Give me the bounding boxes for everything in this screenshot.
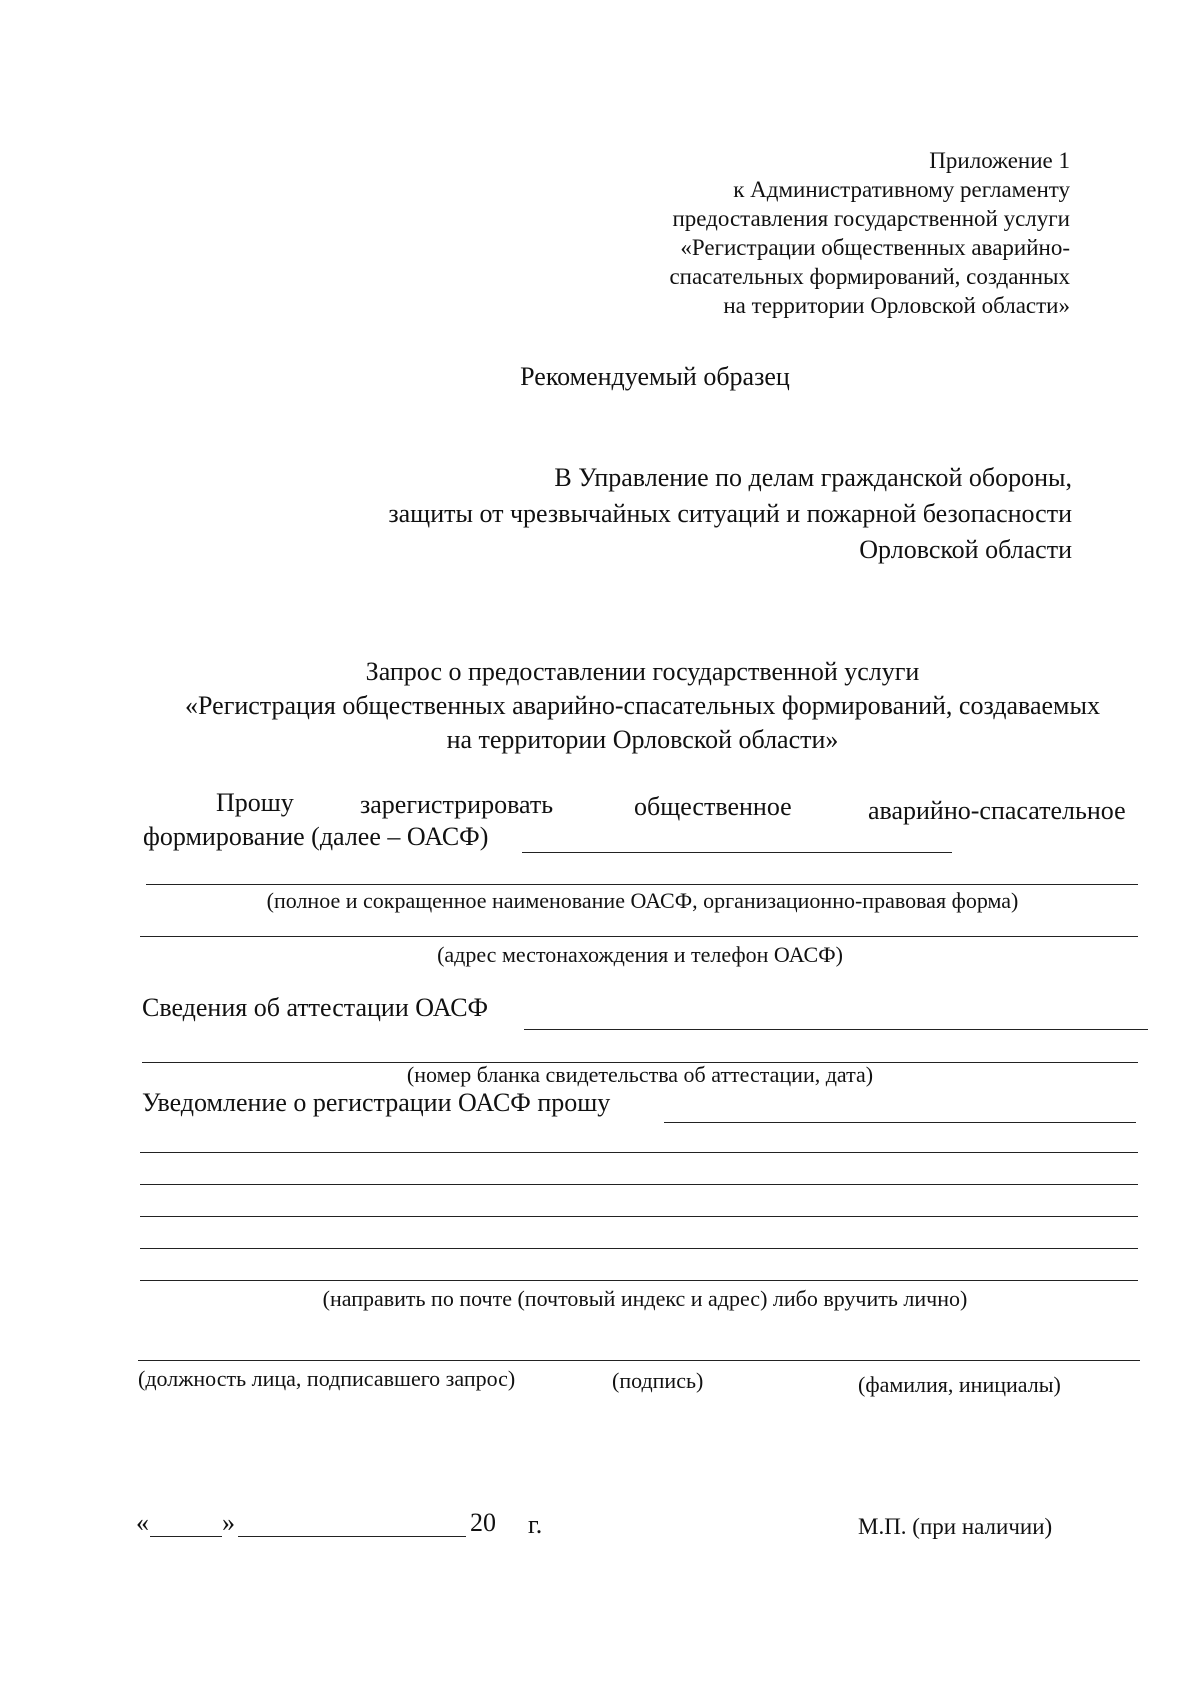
appendix-line: спасательных формирований, созданных [669,264,1070,289]
org-name-field-line-2[interactable] [146,884,1138,885]
notification-field-line-5[interactable] [140,1248,1138,1249]
caption-attestation: (номер бланка свидетельства об аттестации, дата) [406,1062,874,1087]
caption-position: (должность лица, подписавшего запрос) [138,1366,516,1391]
notification-field-line-3[interactable] [140,1184,1138,1185]
addressee-line: Орловской области [859,535,1072,564]
date-close-quote: » [222,1508,235,1537]
notification-field-line-4[interactable] [140,1216,1138,1217]
sample-label: Рекомендуемый образец [520,362,790,391]
request-title-line: Запрос о предоставлении государственной услуги [365,657,920,686]
attestation-field-line[interactable] [524,1029,1148,1030]
date-year-suffix: г. [528,1510,543,1539]
date-day-field[interactable] [150,1536,222,1537]
request-title-line: «Регистрация общественных аварийно-спасательных формирований, создаваемых [185,691,1100,720]
signature-field-line[interactable] [138,1360,1140,1361]
notification-label: Уведомление о регистрации ОАСФ прошу [142,1088,611,1117]
request-title [140,655,1145,757]
notification-field-line-2[interactable] [140,1152,1138,1153]
date-month-field[interactable] [238,1536,466,1537]
appendix-line: «Регистрации общественных аварийно- [680,235,1070,260]
addressee-line: В Управление по делам гражданской обороны, [554,463,1072,492]
caption-address: (адрес местонахождения и телефон ОАСФ) [437,942,843,967]
date-year-prefix: 20 [470,1508,496,1537]
appendix-block [610,146,1070,320]
notification-field-line[interactable] [664,1122,1136,1123]
intro-line-2: формирование (далее – ОАСФ) [143,822,489,851]
appendix-line: к Административному регламенту [733,177,1070,202]
attestation-label: Сведения об аттестации ОАСФ [142,993,489,1022]
addressee-line: защиты от чрезвычайных ситуаций и пожарной безопасности [388,499,1072,528]
intro-word: общественное [634,792,792,821]
caption-name-initials: (фамилия, инициалы) [858,1372,1061,1397]
addressee-block [388,460,1072,568]
intro-word: аварийно-спасательное [868,796,1126,825]
request-title-line: на территории Орловской области» [446,725,839,754]
caption-signature: (подпись) [612,1368,704,1393]
intro-word: зарегистрировать [360,790,554,819]
org-name-field-line[interactable] [522,852,952,853]
appendix-line: Приложение 1 [929,148,1070,173]
caption-delivery: (направить по почте (почтовый индекс и адрес) либо вручить лично) [322,1286,968,1311]
date-open-quote: « [136,1508,149,1537]
stamp-label: М.П. (при наличии) [858,1514,1053,1539]
intro-word: Прошу [216,788,294,817]
appendix-line: предоставления государственной услуги [672,206,1070,231]
notification-field-line-6[interactable] [140,1280,1138,1281]
caption-org-name: (полное и сокращенное наименование ОАСФ, организационно-правовая форма) [266,888,1019,913]
address-field-line[interactable] [140,936,1138,937]
appendix-line: на территории Орловской области» [723,293,1070,318]
